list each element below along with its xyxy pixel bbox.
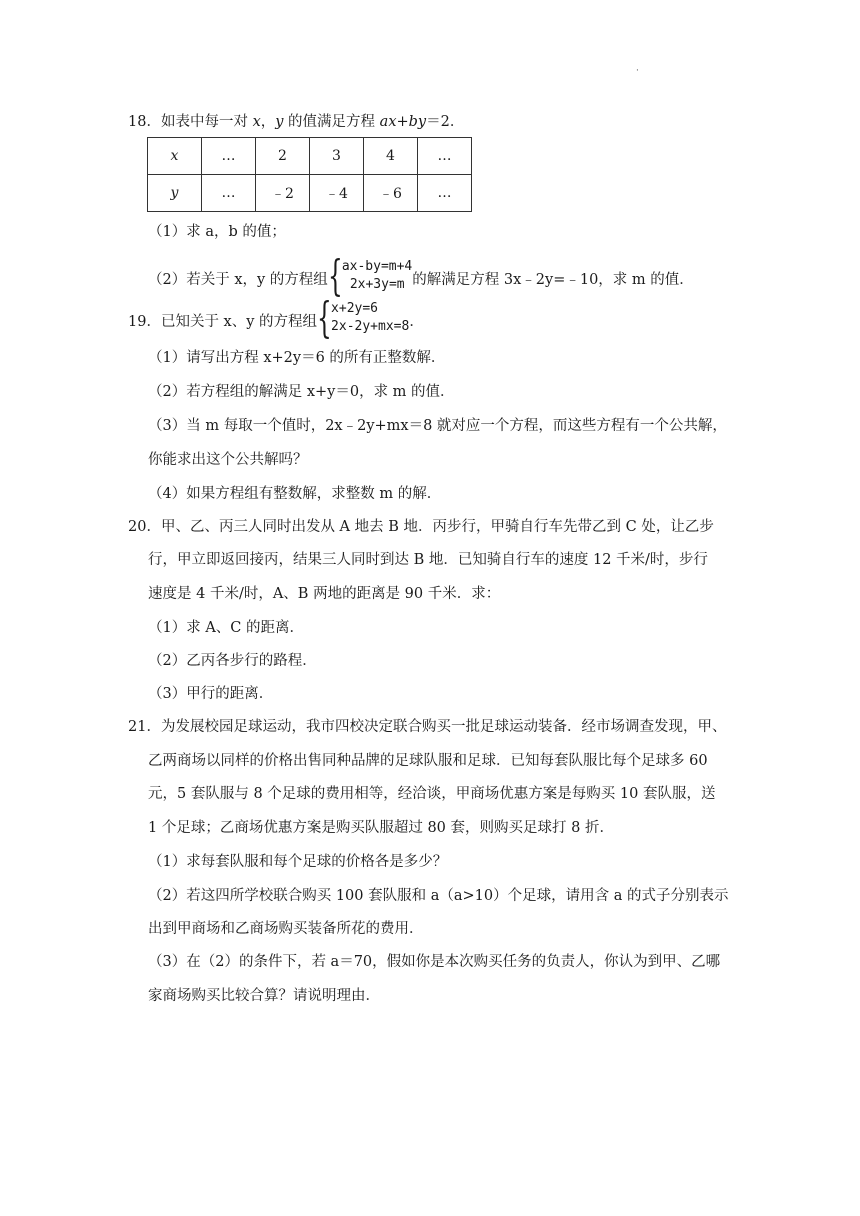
q21-part2-line1: （2）若这四所学校联合购买 100 套队服和 a（a>10）个足球，请用含 a 的式子分别表示 xyxy=(148,888,729,904)
table-cell: … xyxy=(202,175,256,212)
q21-stem-line1: 21．为发展校园足球运动，我市四校决定联合购买一批足球运动装备．经市场调查发现，甲、 xyxy=(128,719,727,735)
q18-equation: ax+by xyxy=(379,114,427,130)
q19-part1: （1）请写出方程 x+2y＝6 的所有正整数解． xyxy=(148,350,446,366)
q18-sep: ， xyxy=(260,114,276,130)
q21-stem-line3: 元，5 套队服与 8 个足球的费用相等，经洽谈，甲商场优惠方案是每购买 10 套队服，送 xyxy=(148,786,716,802)
header-mark: · xyxy=(636,66,639,76)
q18-part2 xyxy=(148,251,694,302)
q20-part3: （3）甲行的距离． xyxy=(148,686,274,702)
q18-sys-eq2: 2x+3y=m xyxy=(349,277,405,292)
table-cell: 2 xyxy=(256,138,310,175)
q18-var-y: y xyxy=(275,114,284,130)
q21-part2-line2: 出到甲商场和乙商场购买装备所花的费用． xyxy=(148,921,424,937)
xy-value-table xyxy=(147,137,472,212)
q21-stem-line2: 乙两商场以同样的价格出售同种品牌的足球队服和足球．已知每套队服比每个足球多 60 xyxy=(148,753,708,769)
q19-part2: （2）若方程组的解满足 x+y＝0，求 m 的值． xyxy=(148,384,455,400)
table-cell: 4 xyxy=(364,138,418,175)
q19-stem-post: ． xyxy=(409,314,424,330)
q18-stem xyxy=(128,112,464,132)
q19-part4: （4）如果方程组有整数解，求整数 m 的解． xyxy=(148,486,442,502)
table-row-y xyxy=(148,175,472,212)
table-cell: ﹣6 xyxy=(364,175,418,212)
q20-part2: （2）乙丙各步行的路程． xyxy=(148,653,317,669)
q20-stem-line3: 速度是 4 千米/时，A、B 两地的距离是 90 千米．求： xyxy=(148,586,501,602)
q21-part1: （1）求每套队服和每个足球的价格各是多少？ xyxy=(148,854,448,870)
q19-stem xyxy=(128,293,424,344)
q18-stem-mid: 的值满足方程 xyxy=(283,114,380,130)
table-cell: … xyxy=(202,138,256,175)
table-cell: ﹣4 xyxy=(310,175,364,212)
brace-icon: { xyxy=(317,293,332,342)
q20-stem-line2: 行，甲立即返回接丙，结果三人同时到达 B 地．已知骑自行车的速度 12 千米/时，步行 xyxy=(148,552,708,568)
q19-stem-pre: 19．已知关于 x、y 的方程组 xyxy=(128,314,318,330)
table-cell: x xyxy=(148,138,202,175)
table-row-x xyxy=(148,138,472,175)
q18-sys-eq1: ax-by=m+4 xyxy=(341,259,413,274)
q18-part2-post: 的解满足方程 3x﹣2y=﹣10，求 m 的值． xyxy=(412,272,694,288)
q18-part1: （1）求 a，b 的值； xyxy=(148,224,286,240)
q19-part3-line1: （3）当 m 每取一个值时，2x﹣2y+mx＝8 就对应一个方程，而这些方程有一个公共解， xyxy=(148,418,727,434)
table-cell: … xyxy=(418,138,472,175)
q18-stem-post: ＝2． xyxy=(426,114,465,130)
q19-sys-eq1: x+2y=6 xyxy=(331,301,379,316)
q20-part1: （1）求 A、C 的距离． xyxy=(148,620,305,636)
q18-equation-system xyxy=(327,251,413,302)
q18-part2-pre: （2）若关于 x，y 的方程组 xyxy=(148,272,328,288)
brace-icon: { xyxy=(327,251,343,300)
q21-part3-line1: （3）在（2）的条件下，若 a＝70，假如你是本次购买任务的负责人，你认为到甲、乙哪 xyxy=(148,954,721,970)
table-cell: y xyxy=(148,175,202,212)
table-cell: … xyxy=(418,175,472,212)
table-cell: ﹣2 xyxy=(256,175,310,212)
table-cell: 3 xyxy=(310,138,364,175)
q19-sys-eq2: 2x-2y+mx=8 xyxy=(331,319,410,334)
q18-var-x: x xyxy=(252,114,261,130)
q18-stem-pre: 18．如表中每一对 xyxy=(128,114,253,130)
q21-stem-line4: 1 个足球；乙商场优惠方案是购买队服超过 80 套，则购买足球打 8 折． xyxy=(148,820,614,836)
q21-part3-line2: 家商场购买比较合算？请说明理由． xyxy=(148,988,380,1004)
q19-equation-system xyxy=(317,293,410,344)
q20-stem-line1: 20．甲、乙、丙三人同时出发从 A 地去 B 地．丙步行，甲骑自行车先带乙到 C 处，让乙步 xyxy=(128,519,714,535)
q19-part3-line2: 你能求出这个公共解吗？ xyxy=(148,452,308,468)
